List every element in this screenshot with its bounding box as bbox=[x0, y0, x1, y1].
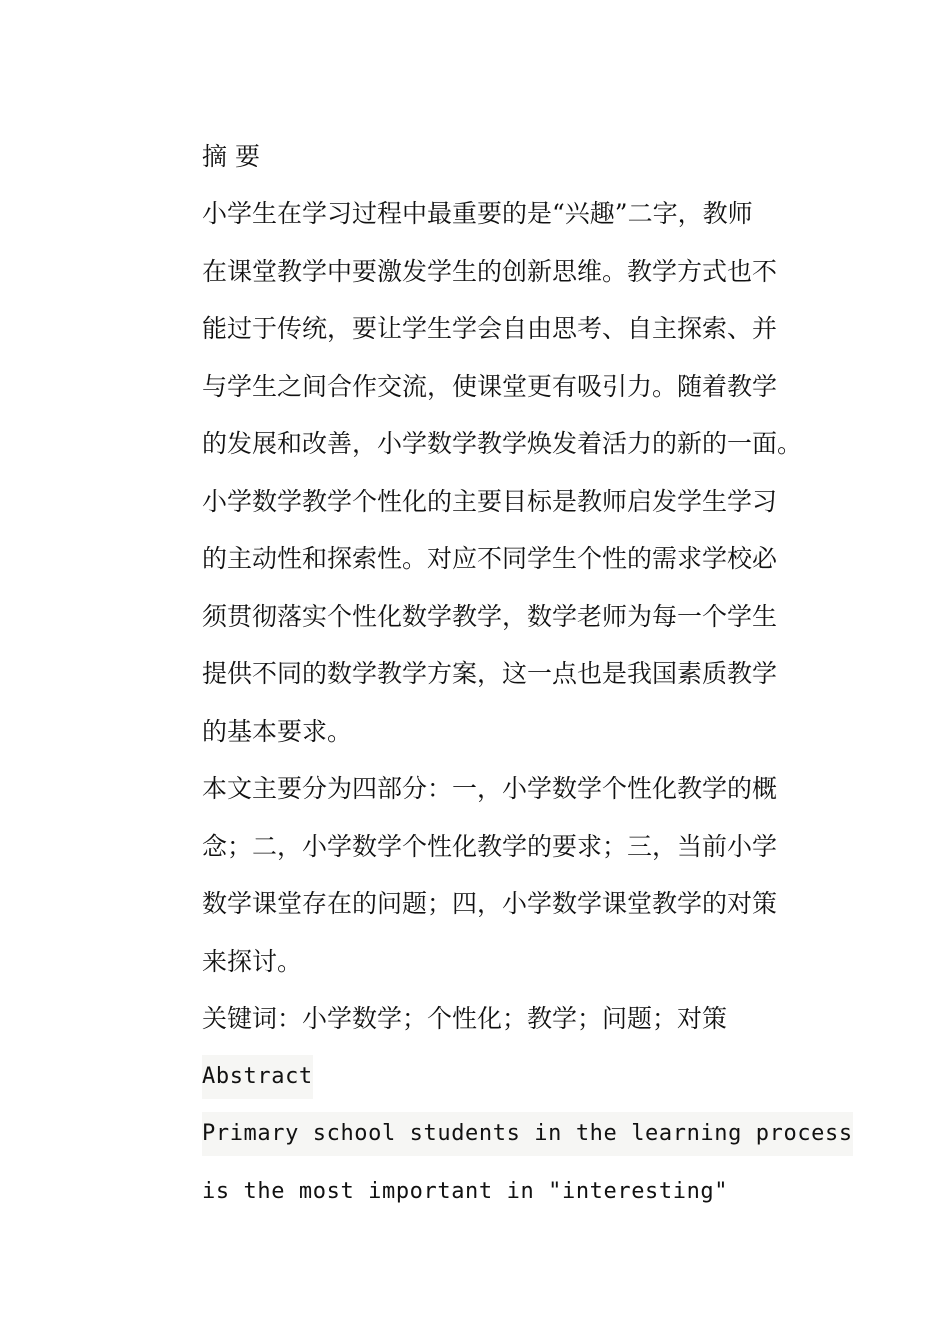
keywords-line: 关键词：小学数学；个性化；教学；问题；对策 bbox=[202, 1004, 728, 1033]
text-line: 本文主要分为四部分：一，小学数学个性化教学的概 bbox=[202, 774, 778, 803]
text-line: 的基本要求。 bbox=[202, 717, 353, 746]
text-line: is the most important in "interesting" bbox=[202, 1179, 729, 1204]
abstract-heading: 摘 要 bbox=[202, 142, 260, 171]
text-line: 数学课堂存在的问题；四，小学数学课堂教学的对策 bbox=[202, 889, 778, 918]
text-line: 念；二，小学数学个性化教学的要求；三，当前小学 bbox=[202, 832, 778, 861]
text-line: 小学数学教学个性化的主要目标是教师启发学生学习 bbox=[202, 487, 778, 516]
text-line: 的发展和改善，小学数学教学焕发着活力的新的一面。 bbox=[202, 429, 803, 458]
text-line: 与学生之间合作交流，使课堂更有吸引力。随着教学 bbox=[202, 372, 778, 401]
text-line: 的主动性和探索性。对应不同学生个性的需求学校必 bbox=[202, 544, 778, 573]
text-line: 须贯彻落实个性化数学教学，数学老师为每一个学生 bbox=[202, 602, 778, 631]
text-line: 小学生在学习过程中最重要的是“兴趣”二字，教师 bbox=[202, 199, 753, 228]
text-line: 能过于传统，要让学生学会自由思考、自主探索、并 bbox=[202, 314, 778, 343]
text-line: 在课堂教学中要激发学生的创新思维。教学方式也不 bbox=[202, 257, 778, 286]
text-line: 来探讨。 bbox=[202, 947, 303, 976]
text-line: 提供不同的数学教学方案，这一点也是我国素质教学 bbox=[202, 659, 778, 688]
english-abstract-heading: Abstract bbox=[202, 1055, 313, 1099]
text-line: Primary school students in the learning process bbox=[202, 1112, 853, 1156]
